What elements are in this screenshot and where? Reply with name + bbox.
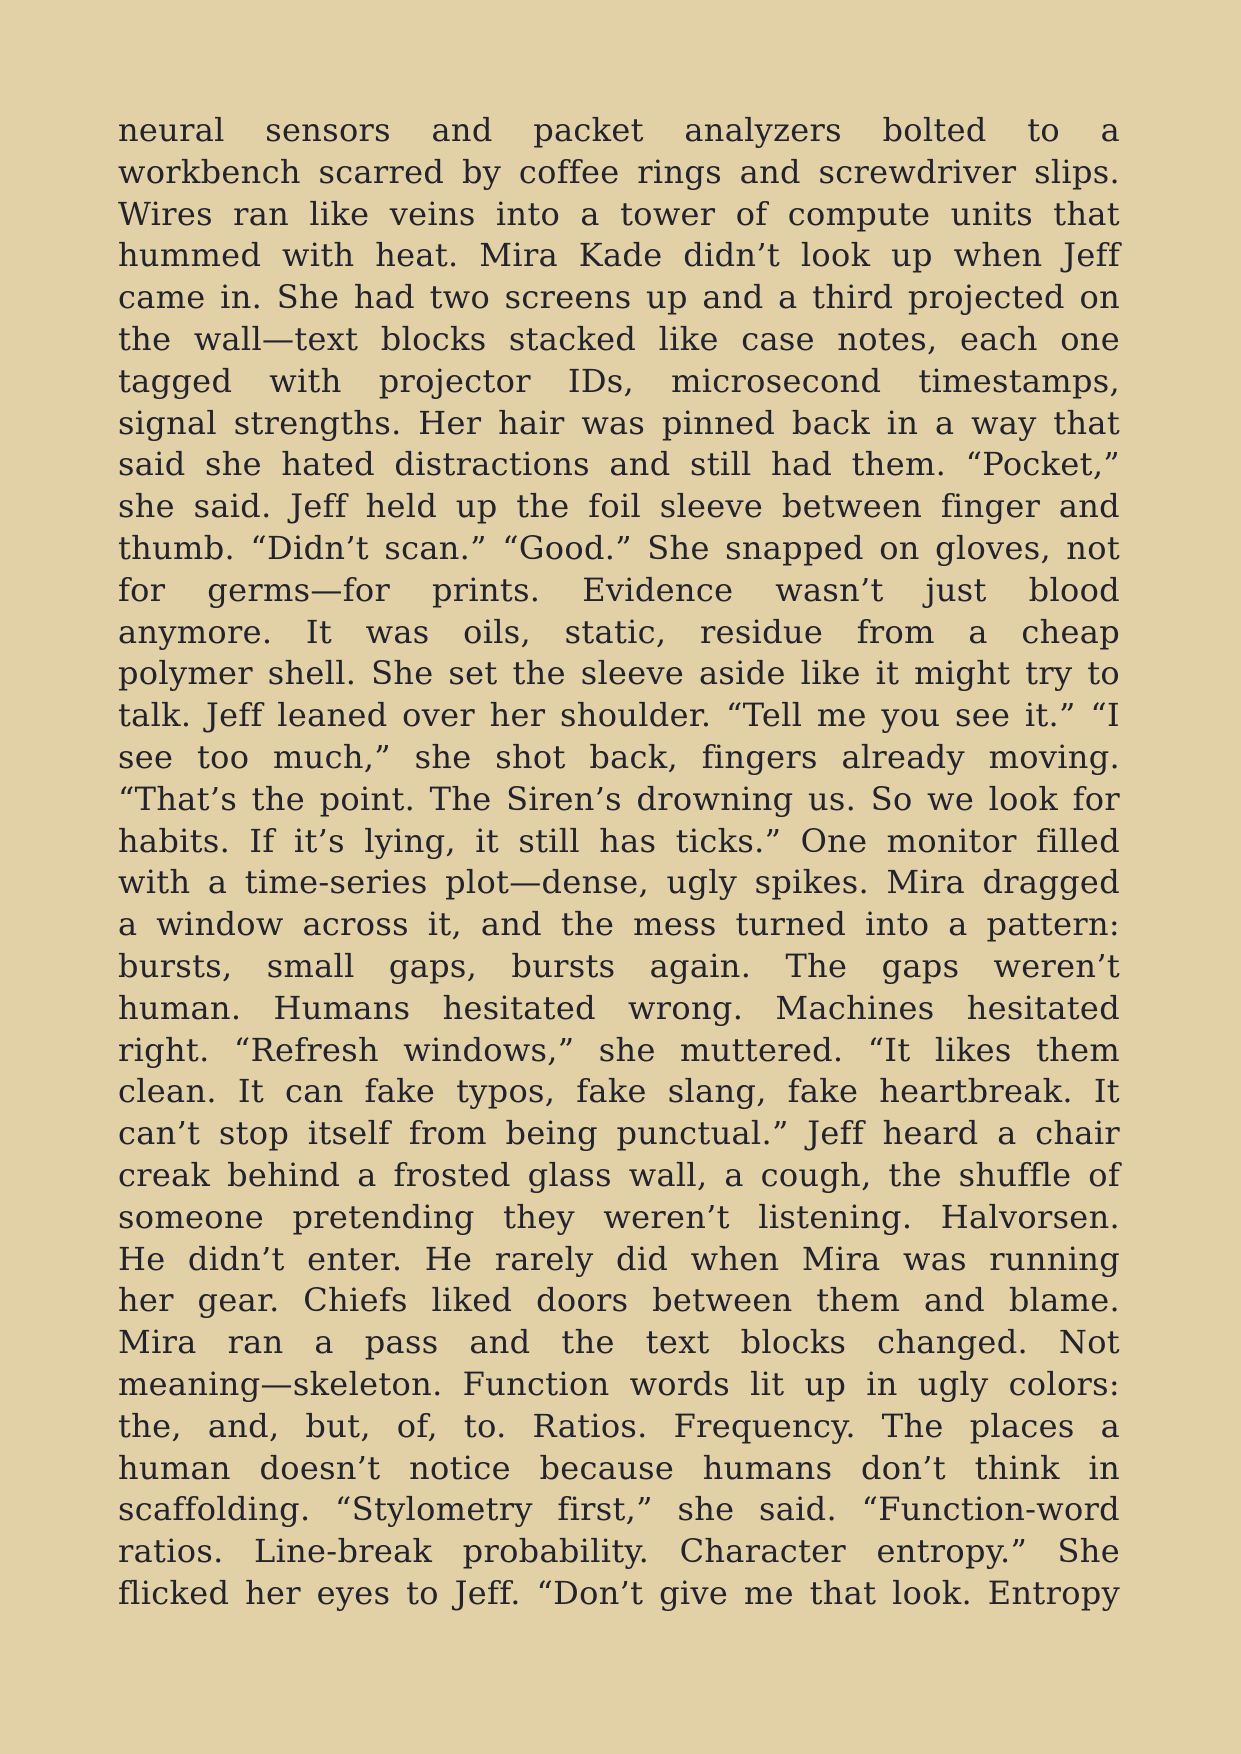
text-line: human. Humans hesitated wrong. Machines hesitated <box>118 988 1120 1027</box>
text-line: Wires ran like veins into a tower of compute units that <box>118 194 1120 233</box>
text-line: signal strengths. Her hair was pinned back in a way that <box>118 403 1120 442</box>
text-line: came in. She had two screens up and a third projected on <box>118 278 1120 317</box>
text-line: creak behind a frosted glass wall, a cough, the shuffle of <box>118 1155 1120 1194</box>
text-line: Mira ran a pass and the text blocks changed. Not <box>118 1323 1120 1362</box>
text-line: clean. It can fake typos, fake slang, fake heartbreak. It <box>118 1072 1120 1111</box>
text-line: neural sensors and packet analyzers bolted to a <box>118 111 1120 149</box>
text-line: “That’s the point. The Siren’s drowning us. So we look for <box>118 779 1120 818</box>
text-line: said she hated distractions and still had them. “Pocket,” <box>118 445 1120 484</box>
page-text <box>118 110 1120 1615</box>
text-line: the wall—text blocks stacked like case notes, each one <box>118 319 1120 358</box>
text-line: a window across it, and the mess turned into a pattern: <box>118 905 1120 944</box>
text-line: tagged with projector IDs, microsecond timestamps, <box>118 361 1120 400</box>
text-line: the, and, but, of, to. Ratios. Frequency. The places a <box>118 1406 1120 1445</box>
text-line: anymore. It was oils, static, residue from a cheap <box>118 612 1120 651</box>
text-line: thumb. “Didn’t scan.” “Good.” She snapped on gloves, not <box>118 528 1120 567</box>
text-line: bursts, small gaps, bursts again. The gaps weren’t <box>118 946 1120 985</box>
text-line: meaning—skeleton. Function words lit up in ugly colors: <box>118 1364 1120 1403</box>
text-line: someone pretending they weren’t listening. Halvorsen. <box>118 1197 1120 1236</box>
text-line: He didn’t enter. He rarely did when Mira was running <box>118 1239 1120 1278</box>
text-line: for germs—for prints. Evidence wasn’t just blood <box>118 570 1120 609</box>
text-line: habits. If it’s lying, it still has ticks.” One monitor filled <box>118 821 1120 860</box>
text-line: right. “Refresh windows,” she muttered. “It likes them <box>118 1030 1120 1069</box>
text-line: her gear. Chiefs liked doors between them and blame. <box>118 1281 1120 1320</box>
text-line: human doesn’t notice because humans don’t think in <box>118 1448 1120 1487</box>
text-line: workbench scarred by coffee rings and screwdriver slips. <box>118 152 1120 191</box>
text-line: flicked her eyes to Jeff. “Don’t give me that look. Entropy <box>118 1573 1120 1612</box>
text-line: can’t stop itself from being punctual.” Jeff heard a chair <box>118 1114 1120 1153</box>
text-line: scaffolding. “Stylometry first,” she said. “Function-word <box>118 1490 1120 1529</box>
text-line: polymer shell. She set the sleeve aside like it might try to <box>118 654 1120 693</box>
text-line: see too much,” she shot back, fingers already moving. <box>118 737 1120 776</box>
text-line: talk. Jeff leaned over her shoulder. “Tell me you see it.” “I <box>118 696 1120 735</box>
text-line: she said. Jeff held up the foil sleeve between finger and <box>118 487 1120 526</box>
text-line: with a time-series plot—dense, ugly spikes. Mira dragged <box>118 863 1120 902</box>
text-line: hummed with heat. Mira Kade didn’t look up when Jeff <box>118 236 1120 275</box>
text-line: ratios. Line-break probability. Character entropy.” She <box>118 1532 1120 1571</box>
